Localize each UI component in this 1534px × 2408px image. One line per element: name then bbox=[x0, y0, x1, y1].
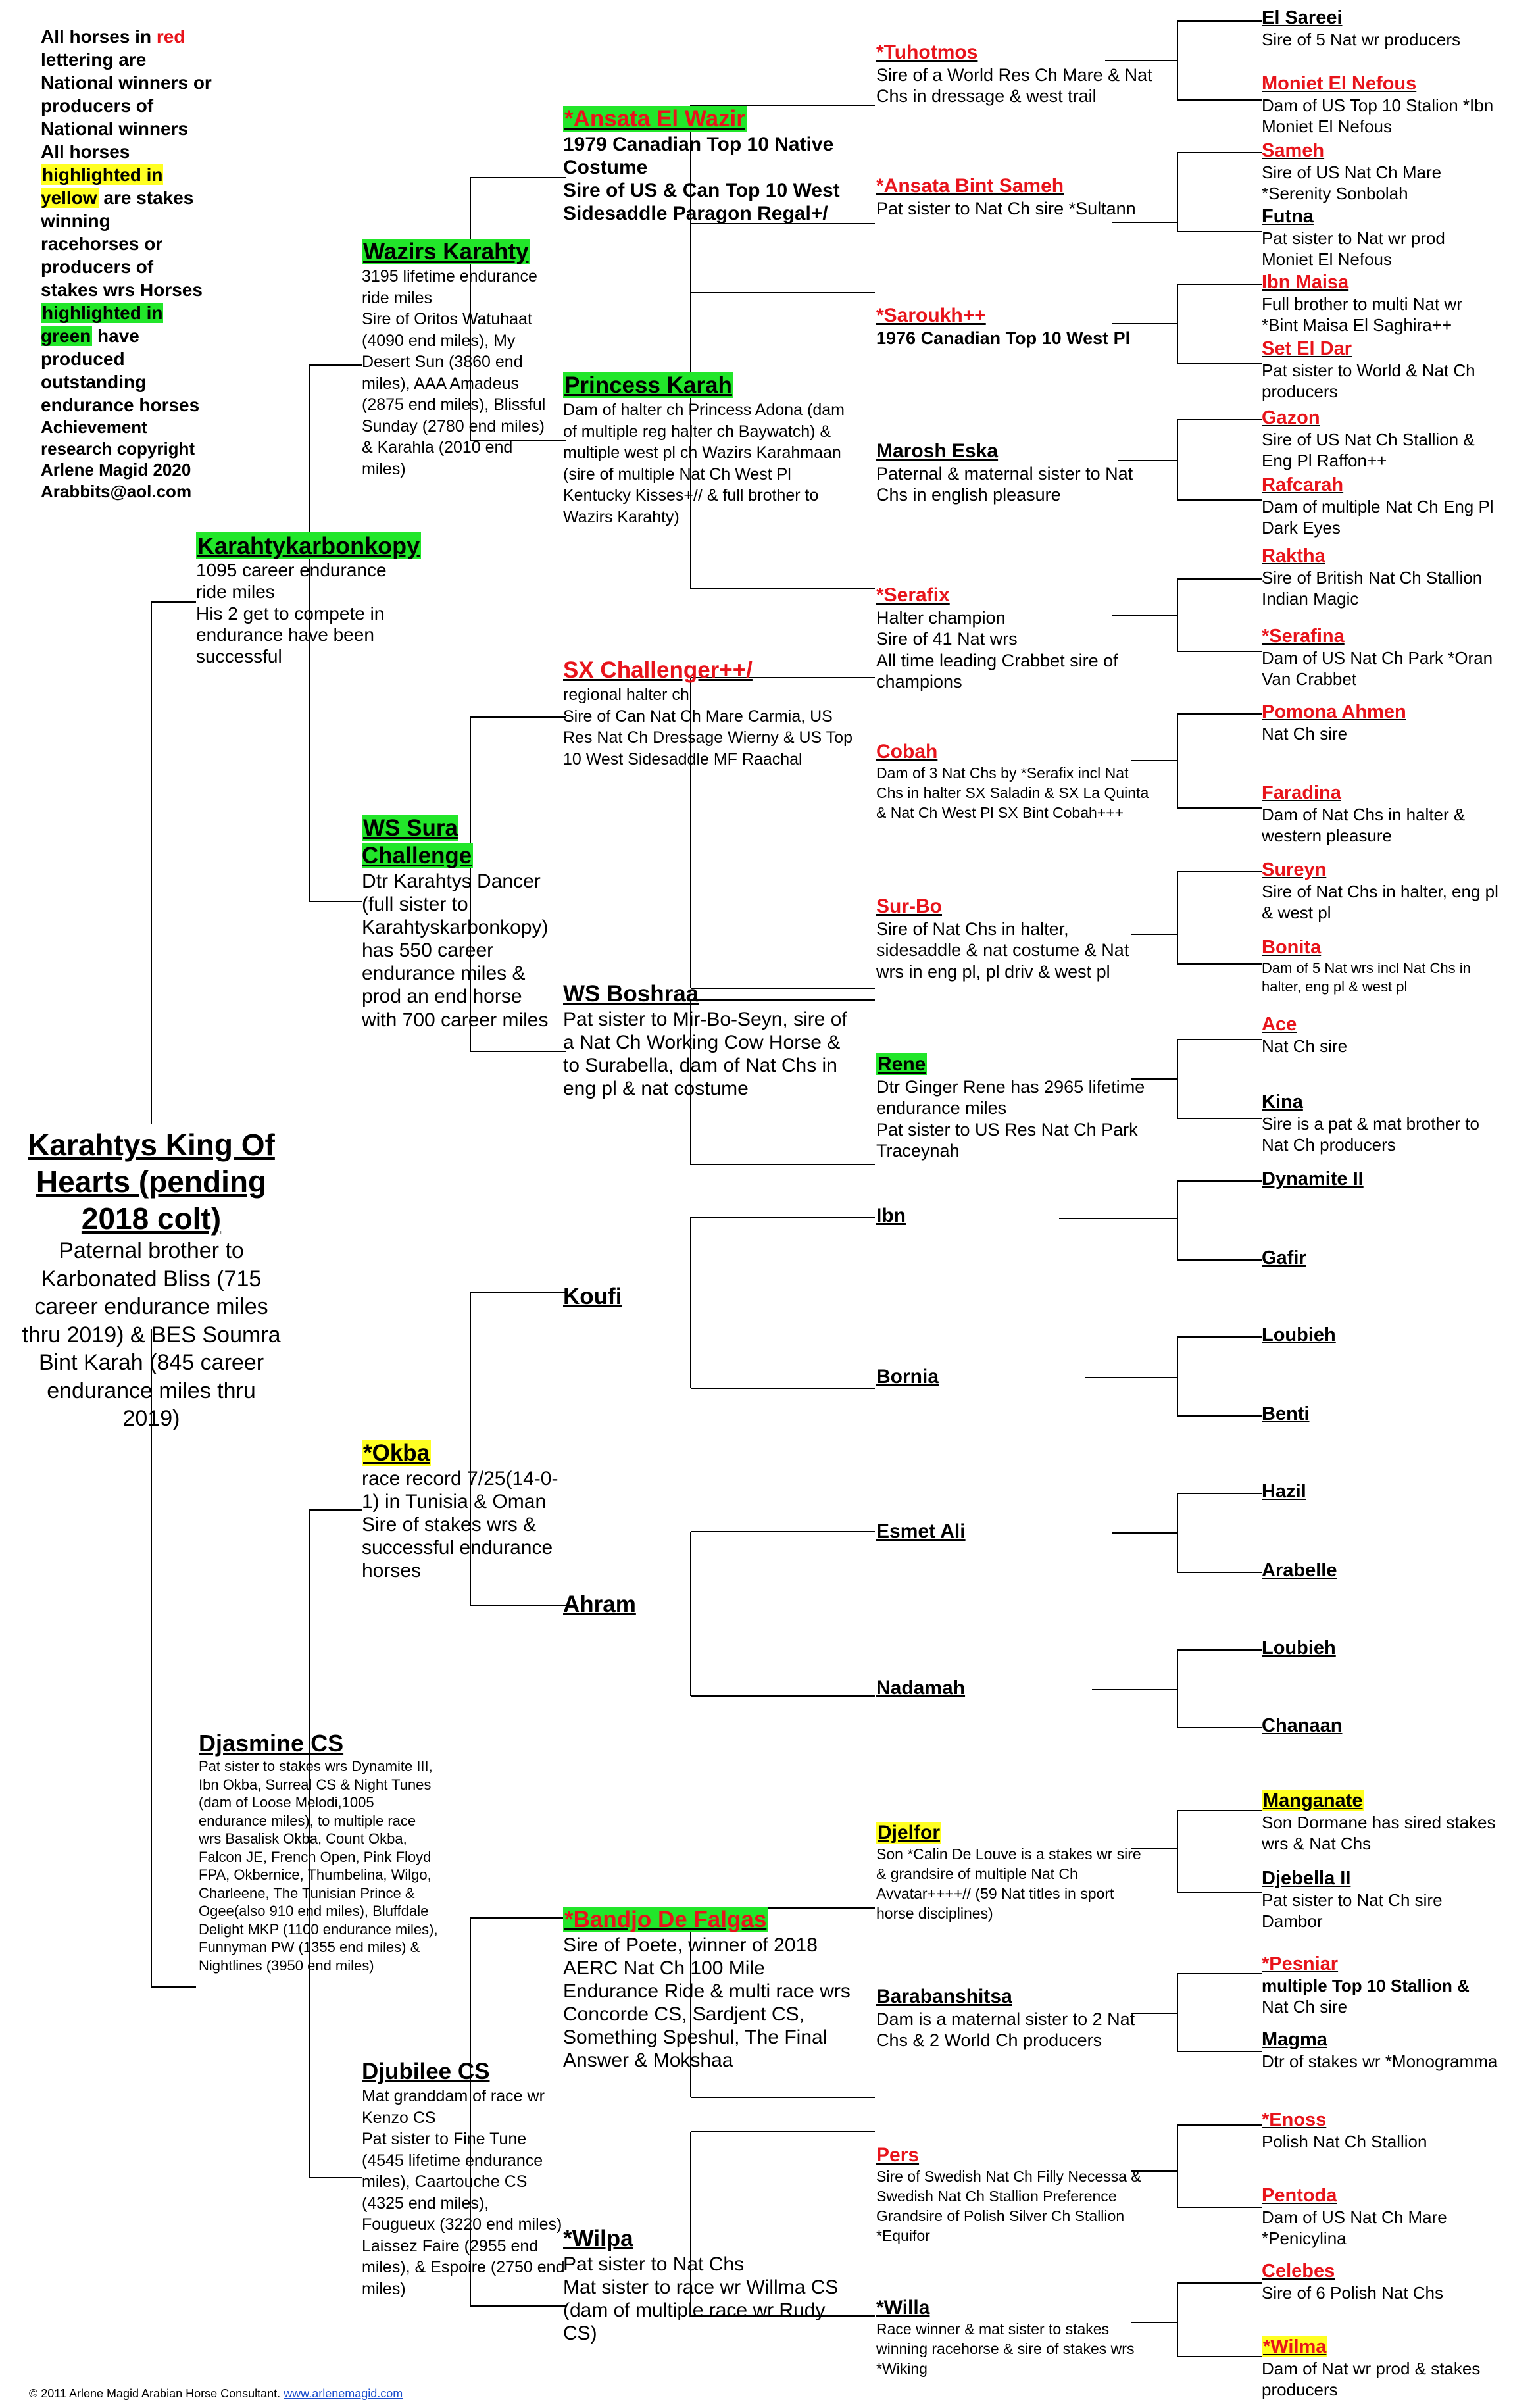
horse-name: *Enoss bbox=[1262, 2109, 1327, 2130]
horse-achievement: Dam of Nat wr prod & stakes producers bbox=[1262, 2358, 1481, 2399]
horse-achievement: Sire of Nat Chs in halter, eng pl & west pl bbox=[1262, 881, 1498, 922]
horse-achievement: Dam of US Nat Ch Park *Oran Van Crabbet bbox=[1262, 647, 1493, 689]
horse-g5-3 bbox=[1262, 139, 1498, 204]
horse-name-row bbox=[876, 1365, 1074, 1389]
horse-name-row bbox=[876, 439, 1152, 463]
footer-copyright: © 2011 Arlene Magid Arabian Horse Consultant. bbox=[29, 2387, 281, 2400]
horse-name: SX Challenger++/ bbox=[563, 657, 753, 683]
horse-name-row bbox=[876, 1053, 1152, 1076]
horse-name: Magma bbox=[1262, 2029, 1327, 2050]
legend-line-2: lettering are National winners or producers of National winners bbox=[41, 49, 212, 139]
horse-dsd bbox=[563, 1591, 826, 1618]
horse-achievement: Paternal & maternal sister to Nat Chs in english pleasure bbox=[876, 464, 1133, 505]
horse-name-row bbox=[563, 980, 853, 1008]
horse-name: Sureyn bbox=[1262, 859, 1327, 880]
horse-achievement: Dam of US Top 10 Stalion *Ibn Moniet El Nefous bbox=[1262, 95, 1494, 136]
horse-name-row bbox=[1262, 1480, 1459, 1503]
horse-name-row bbox=[876, 584, 1152, 607]
horse-name: Karahtykarbonkopy bbox=[197, 532, 420, 559]
horse-name-row bbox=[1262, 701, 1498, 724]
horse-g5-7 bbox=[1262, 407, 1498, 471]
horse-name: Dynamite II bbox=[1262, 1168, 1364, 1190]
horse-name: WS Sura Challenge bbox=[362, 815, 472, 868]
horse-achievement: All time leading Crabbet sire of champions bbox=[876, 650, 1118, 692]
horse-name: Nadamah bbox=[876, 1677, 966, 1699]
horse-g4-2 bbox=[876, 174, 1152, 219]
horse-g5-15 bbox=[1262, 1013, 1498, 1057]
horse-achievement: Sire of US Nat Ch Stallion & Eng Pl Raffon++ bbox=[1262, 429, 1475, 470]
horse-name: Bonita bbox=[1262, 937, 1322, 958]
subject-horse bbox=[20, 1126, 283, 1433]
horse-name-row bbox=[1262, 859, 1498, 882]
horse-achievement: Pat sister to Nat Ch sire *Sultann bbox=[876, 199, 1136, 218]
horse-name-row bbox=[876, 1676, 1074, 1700]
horse-g4-6 bbox=[876, 740, 1152, 823]
horse-achievement: Sire of Poete, winner of 2018 AERC Nat Ch 100 Mile Endurance Ride & multi race wrs Concorde CS, Sardjent CS, Something Speshul, The Final Answer & Mokshaa bbox=[563, 1934, 851, 2072]
horse-achievement: Polish Nat Ch Stallion bbox=[1262, 2131, 1427, 2151]
horse-name-row bbox=[1262, 2109, 1498, 2132]
horse-ss bbox=[362, 238, 559, 480]
horse-achievement: Nat Ch sire bbox=[1262, 723, 1348, 743]
horse-sire bbox=[196, 532, 420, 668]
horse-name-row bbox=[1262, 1953, 1498, 1976]
horse-name-row bbox=[1262, 1715, 1459, 1738]
horse-name: Sur-Bo bbox=[876, 895, 942, 917]
horse-achievement: Sire of 41 Nat wrs bbox=[876, 629, 1018, 649]
legend-line-6: have produced outstanding endurance horses bbox=[41, 326, 200, 415]
horse-name-row bbox=[1262, 2028, 1498, 2051]
horse-achievement: Sire of Can Nat Ch Mare Carmia, US Res Nat Ch Dressage Wierny & US Top 10 West Sidesaddle MF Raachal bbox=[563, 707, 853, 768]
horse-g5-5 bbox=[1262, 271, 1498, 336]
horse-name-row bbox=[563, 2225, 853, 2253]
horse-name: Loubieh bbox=[1262, 1638, 1336, 1659]
legend bbox=[41, 25, 212, 502]
horse-name: *Willa bbox=[876, 2297, 930, 2319]
subject-note: Paternal brother to Karbonated Bliss (715 career endurance miles thru 2019) & BES Soumra Bint Karah (845 career endurance miles thru 2019) bbox=[22, 1238, 281, 1432]
horse-g5-2 bbox=[1262, 72, 1498, 137]
horse-g5-17 bbox=[1262, 1168, 1459, 1191]
horse-ds bbox=[362, 1440, 566, 1582]
horse-name: Bornia bbox=[876, 1366, 939, 1388]
horse-name: Pers bbox=[876, 2144, 920, 2166]
horse-achievement: 3195 lifetime endurance ride miles bbox=[362, 267, 537, 307]
horse-name: *Serafix bbox=[876, 584, 950, 606]
horse-g4-12 bbox=[876, 1676, 1074, 1700]
horse-ssd bbox=[563, 372, 853, 528]
horse-name-row bbox=[1262, 205, 1498, 228]
horse-name: Futna bbox=[1262, 206, 1314, 227]
horse-name: Barabanshitsa bbox=[876, 1986, 1012, 2007]
horse-achievement: Pat sister to Nat Chs bbox=[563, 2253, 745, 2275]
horse-name-row bbox=[876, 895, 1152, 918]
horse-name-row bbox=[1262, 1559, 1459, 1582]
horse-name-row bbox=[1262, 2336, 1498, 2359]
horse-achievement: Sire of 6 Polish Nat Chs bbox=[1262, 2282, 1444, 2303]
horse-name-row bbox=[1262, 1091, 1498, 1114]
horse-name: *Tuhotmos bbox=[876, 41, 978, 63]
legend-yellow-highlight: highlighted in yellow bbox=[41, 164, 163, 208]
horse-g5-4 bbox=[1262, 205, 1498, 270]
horse-achievement: Nat Ch sire bbox=[1262, 1996, 1348, 2017]
horse-g5-24 bbox=[1262, 1715, 1459, 1738]
horse-name: Cobah bbox=[876, 741, 938, 763]
horse-g5-13 bbox=[1262, 859, 1498, 923]
horse-g5-25 bbox=[1262, 1790, 1498, 1854]
horse-achievement: Pat sister to Nat wr prod Moniet El Nefous bbox=[1262, 228, 1445, 269]
horse-g4-9 bbox=[876, 1204, 1074, 1228]
horse-name: Sameh bbox=[1262, 140, 1325, 161]
horse-name-row bbox=[1262, 1637, 1459, 1660]
horse-name: Ibn bbox=[876, 1205, 906, 1226]
horse-achievement: Son Dormane has sired stakes wrs & Nat Chs bbox=[1262, 1812, 1496, 1853]
horse-name-row bbox=[876, 1204, 1074, 1228]
horse-name: Moniet El Nefous bbox=[1262, 73, 1417, 94]
horse-name-row bbox=[1262, 2260, 1498, 2283]
horse-name-row bbox=[199, 1729, 442, 1757]
horse-name: Benti bbox=[1262, 1403, 1310, 1424]
horse-g5-30 bbox=[1262, 2184, 1498, 2249]
horse-name-row bbox=[1262, 782, 1498, 805]
horse-name: Pomona Ahmen bbox=[1262, 701, 1406, 722]
horse-name-row bbox=[1262, 625, 1498, 648]
horse-g4-5 bbox=[876, 584, 1152, 693]
horse-g5-28 bbox=[1262, 2028, 1498, 2072]
legend-line-5: Horses bbox=[140, 280, 203, 300]
horse-name-row bbox=[563, 1906, 853, 1934]
horse-g5-23 bbox=[1262, 1637, 1459, 1660]
horse-name: *Ansata Bint Sameh bbox=[876, 175, 1064, 197]
horse-name-row bbox=[563, 105, 853, 133]
horse-achievement: Mat granddam of race wr Kenzo CS bbox=[362, 2087, 545, 2127]
horse-name-row bbox=[1262, 1324, 1459, 1347]
horse-name: Set El Dar bbox=[1262, 338, 1352, 359]
horse-name: Rafcarah bbox=[1262, 474, 1344, 495]
horse-name: *Wilma bbox=[1263, 2336, 1327, 2357]
horse-g5-12 bbox=[1262, 782, 1498, 846]
horse-g5-10 bbox=[1262, 625, 1498, 690]
horse-name: Raktha bbox=[1262, 545, 1325, 566]
horse-g4-3 bbox=[876, 304, 1152, 349]
horse-name-row bbox=[876, 41, 1152, 64]
horse-name-row bbox=[563, 372, 853, 399]
horse-achievement: His 2 get to compete in endurance have been successful bbox=[196, 603, 385, 667]
legend-red-word: red bbox=[156, 26, 186, 47]
horse-g5-11 bbox=[1262, 701, 1498, 745]
horse-achievement: multiple Top 10 Stallion & bbox=[1262, 1975, 1470, 1995]
horse-name-row bbox=[1262, 1790, 1498, 1813]
horse-achievement: Sire of US & Can Top 10 West Sidesaddle Paragon Regal+/ bbox=[563, 180, 840, 225]
horse-name-row bbox=[1262, 2184, 1498, 2207]
horse-name: Wazirs Karahty bbox=[363, 239, 529, 264]
legend-line-3: All horses bbox=[41, 141, 130, 162]
horse-name: Ace bbox=[1262, 1014, 1297, 1035]
horse-g4-11 bbox=[876, 1520, 1074, 1543]
horse-name: Arabelle bbox=[1262, 1560, 1337, 1581]
horse-name-row bbox=[1262, 72, 1498, 95]
horse-name-row bbox=[362, 1440, 566, 1467]
horse-name: *Okba bbox=[363, 1440, 430, 1466]
horse-name-row bbox=[563, 657, 853, 684]
horse-achievement: Dam of multiple Nat Ch Eng Pl Dark Eyes bbox=[1262, 496, 1494, 538]
horse-sss bbox=[563, 105, 853, 225]
horse-name-row bbox=[876, 1985, 1152, 2009]
horse-achievement: Dam of Nat Chs in halter & western pleasure bbox=[1262, 804, 1466, 845]
horse-name: Djubilee CS bbox=[362, 2059, 490, 2084]
horse-achievement: Sire of US Nat Ch Mare *Serenity Sonbolah bbox=[1262, 162, 1442, 203]
horse-achievement: 1095 career endurance ride miles bbox=[196, 560, 387, 602]
horse-achievement: Dam of 5 Nat wrs incl Nat Chs in halter, eng pl & west pl bbox=[1262, 959, 1471, 995]
horse-g5-32 bbox=[1262, 2336, 1498, 2400]
horse-ddd bbox=[563, 2225, 853, 2345]
legend-line-1: All horses in bbox=[41, 26, 152, 47]
horse-g4-1 bbox=[876, 41, 1152, 107]
horse-name: Celebes bbox=[1262, 2261, 1335, 2282]
horse-name: Kina bbox=[1262, 1091, 1303, 1113]
horse-g5-31 bbox=[1262, 2260, 1498, 2304]
horse-g4-13 bbox=[876, 1821, 1152, 1924]
horse-g5-18 bbox=[1262, 1247, 1459, 1270]
horse-achievement: Dam is a maternal sister to 2 Nat Chs & 2 World Ch producers bbox=[876, 2009, 1135, 2051]
horse-name: Manganate bbox=[1263, 1790, 1363, 1811]
horse-achievement: regional halter ch bbox=[563, 686, 689, 704]
horse-g5-27 bbox=[1262, 1953, 1498, 2017]
horse-achievement: Son *Calin De Louve is a stakes wr sire & grandsire of multiple Nat Ch Avvatar++++// (59 Nat titles in sport horse disciplines) bbox=[876, 1845, 1141, 1922]
horse-name: *Bandjo De Falgas bbox=[564, 1907, 767, 1932]
horse-g5-19 bbox=[1262, 1324, 1459, 1347]
horse-achievement: Sire of 5 Nat wr producers bbox=[1262, 29, 1461, 49]
horse-achievement: Sire of stakes wrs & successful endurance horses bbox=[362, 1514, 553, 1582]
horse-name-row bbox=[362, 815, 559, 870]
horse-name: Esmet Ali bbox=[876, 1520, 966, 1542]
legend-line-4: are stakes winning racehorses or producers of stakes wrs bbox=[41, 188, 194, 300]
horse-name-row bbox=[876, 1821, 1152, 1845]
horse-name: Chanaan bbox=[1262, 1715, 1343, 1736]
horse-achievement: Pat sister to Mir-Bo-Seyn, sire of a Nat Ch Working Cow Horse & to Surabella, dam of Nat Chs in eng pl & nat costume bbox=[563, 1009, 847, 1100]
horse-name-row bbox=[563, 1591, 826, 1618]
horse-g5-8 bbox=[1262, 474, 1498, 538]
horse-dds bbox=[563, 1906, 853, 2072]
horse-achievement: 1979 Canadian Top 10 Native Costume bbox=[563, 134, 834, 179]
subject-name: Karahtys King Of Hearts (pending 2018 colt) bbox=[28, 1128, 275, 1236]
horse-achievement: Pat sister to Nat Ch sire Dambor bbox=[1262, 1890, 1443, 1931]
horse-g5-9 bbox=[1262, 545, 1498, 609]
horse-g4-4 bbox=[876, 439, 1152, 506]
horse-name: Marosh Eska bbox=[876, 440, 999, 462]
horse-g4-8 bbox=[876, 1053, 1152, 1162]
horse-achievement: Pat sister to stakes wrs Dynamite III, Ibn Okba, Surreal CS & Night Tunes (dam of Loose Melodi,1005 endurance miles), to multiple race wrs Basalisk Okba, Count Okba, Falcon JE, French Open, Pink Floyd FPA, Okbernice, Thumbelina, Wilgo, Charleene, The Tunisian Prince & Ogee(also 910 end miles), Bluffdale Delight MKP (1100 endurance miles), Funnyman PW (1355 end miles) & Nightlines (3950 end miles) bbox=[199, 1758, 438, 1974]
horse-achievement: Dam of halter ch Princess Adona (dam of multiple reg halter ch Baywatch) & multiple west pl ch Wazirs Karahmaan (sire of multiple Nat Ch West Pl Kentucky Kisses+// & full brother to Wazirs Karahty) bbox=[563, 401, 845, 526]
horse-name: Rene bbox=[878, 1053, 926, 1075]
horse-name-row bbox=[1262, 1867, 1498, 1890]
horse-g5-20 bbox=[1262, 1403, 1459, 1426]
horse-name: Hazil bbox=[1262, 1481, 1306, 1502]
horse-name-row bbox=[1262, 139, 1498, 163]
horse-name: *Serafina bbox=[1262, 626, 1345, 647]
horse-name-row bbox=[1262, 7, 1498, 30]
horse-achievement: Nat Ch sire bbox=[1262, 1036, 1348, 1056]
horse-achievement: Pat sister to World & Nat Ch producers bbox=[1262, 360, 1475, 401]
horse-name: Faradina bbox=[1262, 782, 1341, 803]
horse-achievement: Mat sister to race wr Willma CS (dam of multiple race wr Rudy CS) bbox=[563, 2276, 839, 2345]
horse-g5-6 bbox=[1262, 338, 1498, 402]
footer-link[interactable]: www.arlenemagid.com bbox=[284, 2387, 403, 2400]
horse-sds bbox=[563, 657, 853, 770]
horse-dss bbox=[563, 1283, 826, 1311]
horse-name-row bbox=[1262, 407, 1498, 430]
horse-name: *Pesniar bbox=[1262, 1953, 1339, 1974]
horse-name-row bbox=[1262, 1168, 1459, 1191]
horse-g5-16 bbox=[1262, 1091, 1498, 1155]
horse-g4-14 bbox=[876, 1985, 1152, 2051]
horse-dam bbox=[199, 1729, 442, 1974]
horse-g4-16 bbox=[876, 2296, 1152, 2379]
horse-name-row bbox=[876, 304, 1152, 328]
horse-name: *Saroukh++ bbox=[876, 305, 986, 326]
horse-g4-15 bbox=[876, 2144, 1152, 2246]
horse-name-row bbox=[1262, 1403, 1459, 1426]
horse-g4-10 bbox=[876, 1365, 1074, 1389]
horse-achievement: Sire of Swedish Nat Ch Filly Necessa & Swedish Nat Ch Stallion Preference Grandsire of Polish Silver Ch Stallion *Equifor bbox=[876, 2168, 1141, 2244]
horse-achievement: Pat sister to Fine Tune (4545 lifetime endurance miles), Caartouche CS (4325 end miles), Fougueux (3220 end miles) Laissez Faire (2955 end miles), & Espoire (2750 end miles) bbox=[362, 2130, 565, 2298]
horse-name: Ahram bbox=[563, 1592, 636, 1617]
horse-achievement: Race winner & mat sister to stakes winning racehorse & sire of stakes wrs *Wiking bbox=[876, 2320, 1135, 2377]
legend-copyright: Achievement research copyright Arlene Magid 2020 bbox=[41, 417, 195, 480]
horse-name: Loubieh bbox=[1262, 1324, 1336, 1345]
horse-achievement: Sire of British Nat Ch Stallion Indian Magic bbox=[1262, 567, 1483, 609]
horse-name: Ibn Maisa bbox=[1262, 272, 1349, 293]
horse-g5-26 bbox=[1262, 1867, 1498, 1932]
horse-dd bbox=[362, 2058, 566, 2299]
horse-achievement: Dtr Karahtys Dancer (full sister to Karahtyskarbonkopy) has 550 career endurance miles & prod an end horse with 700 career miles bbox=[362, 870, 549, 1031]
horse-name-row bbox=[1262, 1247, 1459, 1270]
horse-name-row bbox=[876, 174, 1152, 198]
horse-name-row bbox=[1262, 271, 1498, 294]
horse-name: Djelfor bbox=[878, 1822, 941, 1844]
horse-name-row bbox=[1262, 1013, 1498, 1036]
horse-g4-7 bbox=[876, 895, 1152, 982]
horse-achievement: Dam of US Nat Ch Mare *Penicylina bbox=[1262, 2207, 1447, 2248]
horse-name: Pentoda bbox=[1262, 2185, 1337, 2206]
horse-achievement: Pat sister to US Res Nat Ch Park Traceynah bbox=[876, 1119, 1138, 1161]
horse-achievement: Halter champion bbox=[876, 608, 1006, 628]
horse-name: El Sareei bbox=[1262, 7, 1343, 28]
horse-name-row bbox=[876, 2144, 1152, 2167]
horse-achievement: Sire of Oritos Watuhaat (4090 end miles), My Desert Sun (3860 end miles), AAA Amadeus (2875 end miles), Blissful Sunday (2780 end miles) & Karahla (2010 end miles) bbox=[362, 310, 546, 478]
horse-name: Gazon bbox=[1262, 407, 1320, 428]
horse-name: Djasmine CS bbox=[199, 1730, 344, 1757]
horse-achievement: race record 7/25(14-0-1) in Tunisia & Oman bbox=[362, 1468, 558, 1513]
horse-g5-22 bbox=[1262, 1559, 1459, 1582]
horse-name-row bbox=[362, 2058, 566, 2086]
horse-name: Djebella II bbox=[1262, 1868, 1351, 1889]
footer bbox=[29, 2387, 403, 2401]
horse-name: *Ansata El Wazir bbox=[564, 106, 745, 132]
horse-achievement: 1976 Canadian Top 10 West Pl bbox=[876, 328, 1131, 348]
horse-name: Koufi bbox=[563, 1284, 622, 1309]
horse-g5-14 bbox=[1262, 936, 1498, 997]
legend-green-highlight: highlighted in green bbox=[41, 303, 163, 346]
horse-achievement: Dtr of stakes wr *Monogramma bbox=[1262, 2051, 1498, 2071]
horse-name-row bbox=[876, 1520, 1074, 1543]
horse-name-row bbox=[1262, 338, 1498, 361]
horse-achievement: Dtr Ginger Rene has 2965 lifetime endurance miles bbox=[876, 1077, 1145, 1118]
horse-name-row bbox=[1262, 545, 1498, 568]
horse-g5-1 bbox=[1262, 7, 1498, 51]
horse-name-row bbox=[876, 2296, 1152, 2320]
horse-g5-21 bbox=[1262, 1480, 1459, 1503]
horse-name: Gafir bbox=[1262, 1247, 1306, 1268]
horse-name: WS Boshraa bbox=[563, 981, 699, 1007]
horse-sd bbox=[362, 815, 559, 1032]
horse-name-row bbox=[876, 740, 1152, 764]
horse-sdd bbox=[563, 980, 853, 1100]
horse-name-row bbox=[1262, 474, 1498, 497]
horse-name-row bbox=[1262, 936, 1498, 959]
horse-name: Princess Karah bbox=[564, 372, 732, 398]
horse-name: *Wilpa bbox=[563, 2226, 633, 2251]
legend-email: Arabbits@aol.com bbox=[41, 481, 192, 501]
horse-achievement: Dam of 3 Nat Chs by *Serafix incl Nat Chs in halter SX Saladin & SX La Quinta & Nat Ch West Pl SX Bint Cobah+++ bbox=[876, 765, 1149, 821]
horse-g5-29 bbox=[1262, 2109, 1498, 2153]
horse-name-row bbox=[196, 532, 420, 560]
horse-achievement: Sire of Nat Chs in halter, sidesaddle & nat costume & Nat wrs in eng pl, pl driv & west pl bbox=[876, 919, 1129, 982]
horse-achievement: Sire of a World Res Ch Mare & Nat Chs in dressage & west trail bbox=[876, 65, 1152, 107]
horse-name-row bbox=[563, 1283, 826, 1311]
horse-achievement: Sire is a pat & mat brother to Nat Ch producers bbox=[1262, 1113, 1479, 1155]
horse-name-row bbox=[362, 238, 559, 266]
horse-achievement: Full brother to multi Nat wr *Bint Maisa El Saghira++ bbox=[1262, 293, 1462, 335]
